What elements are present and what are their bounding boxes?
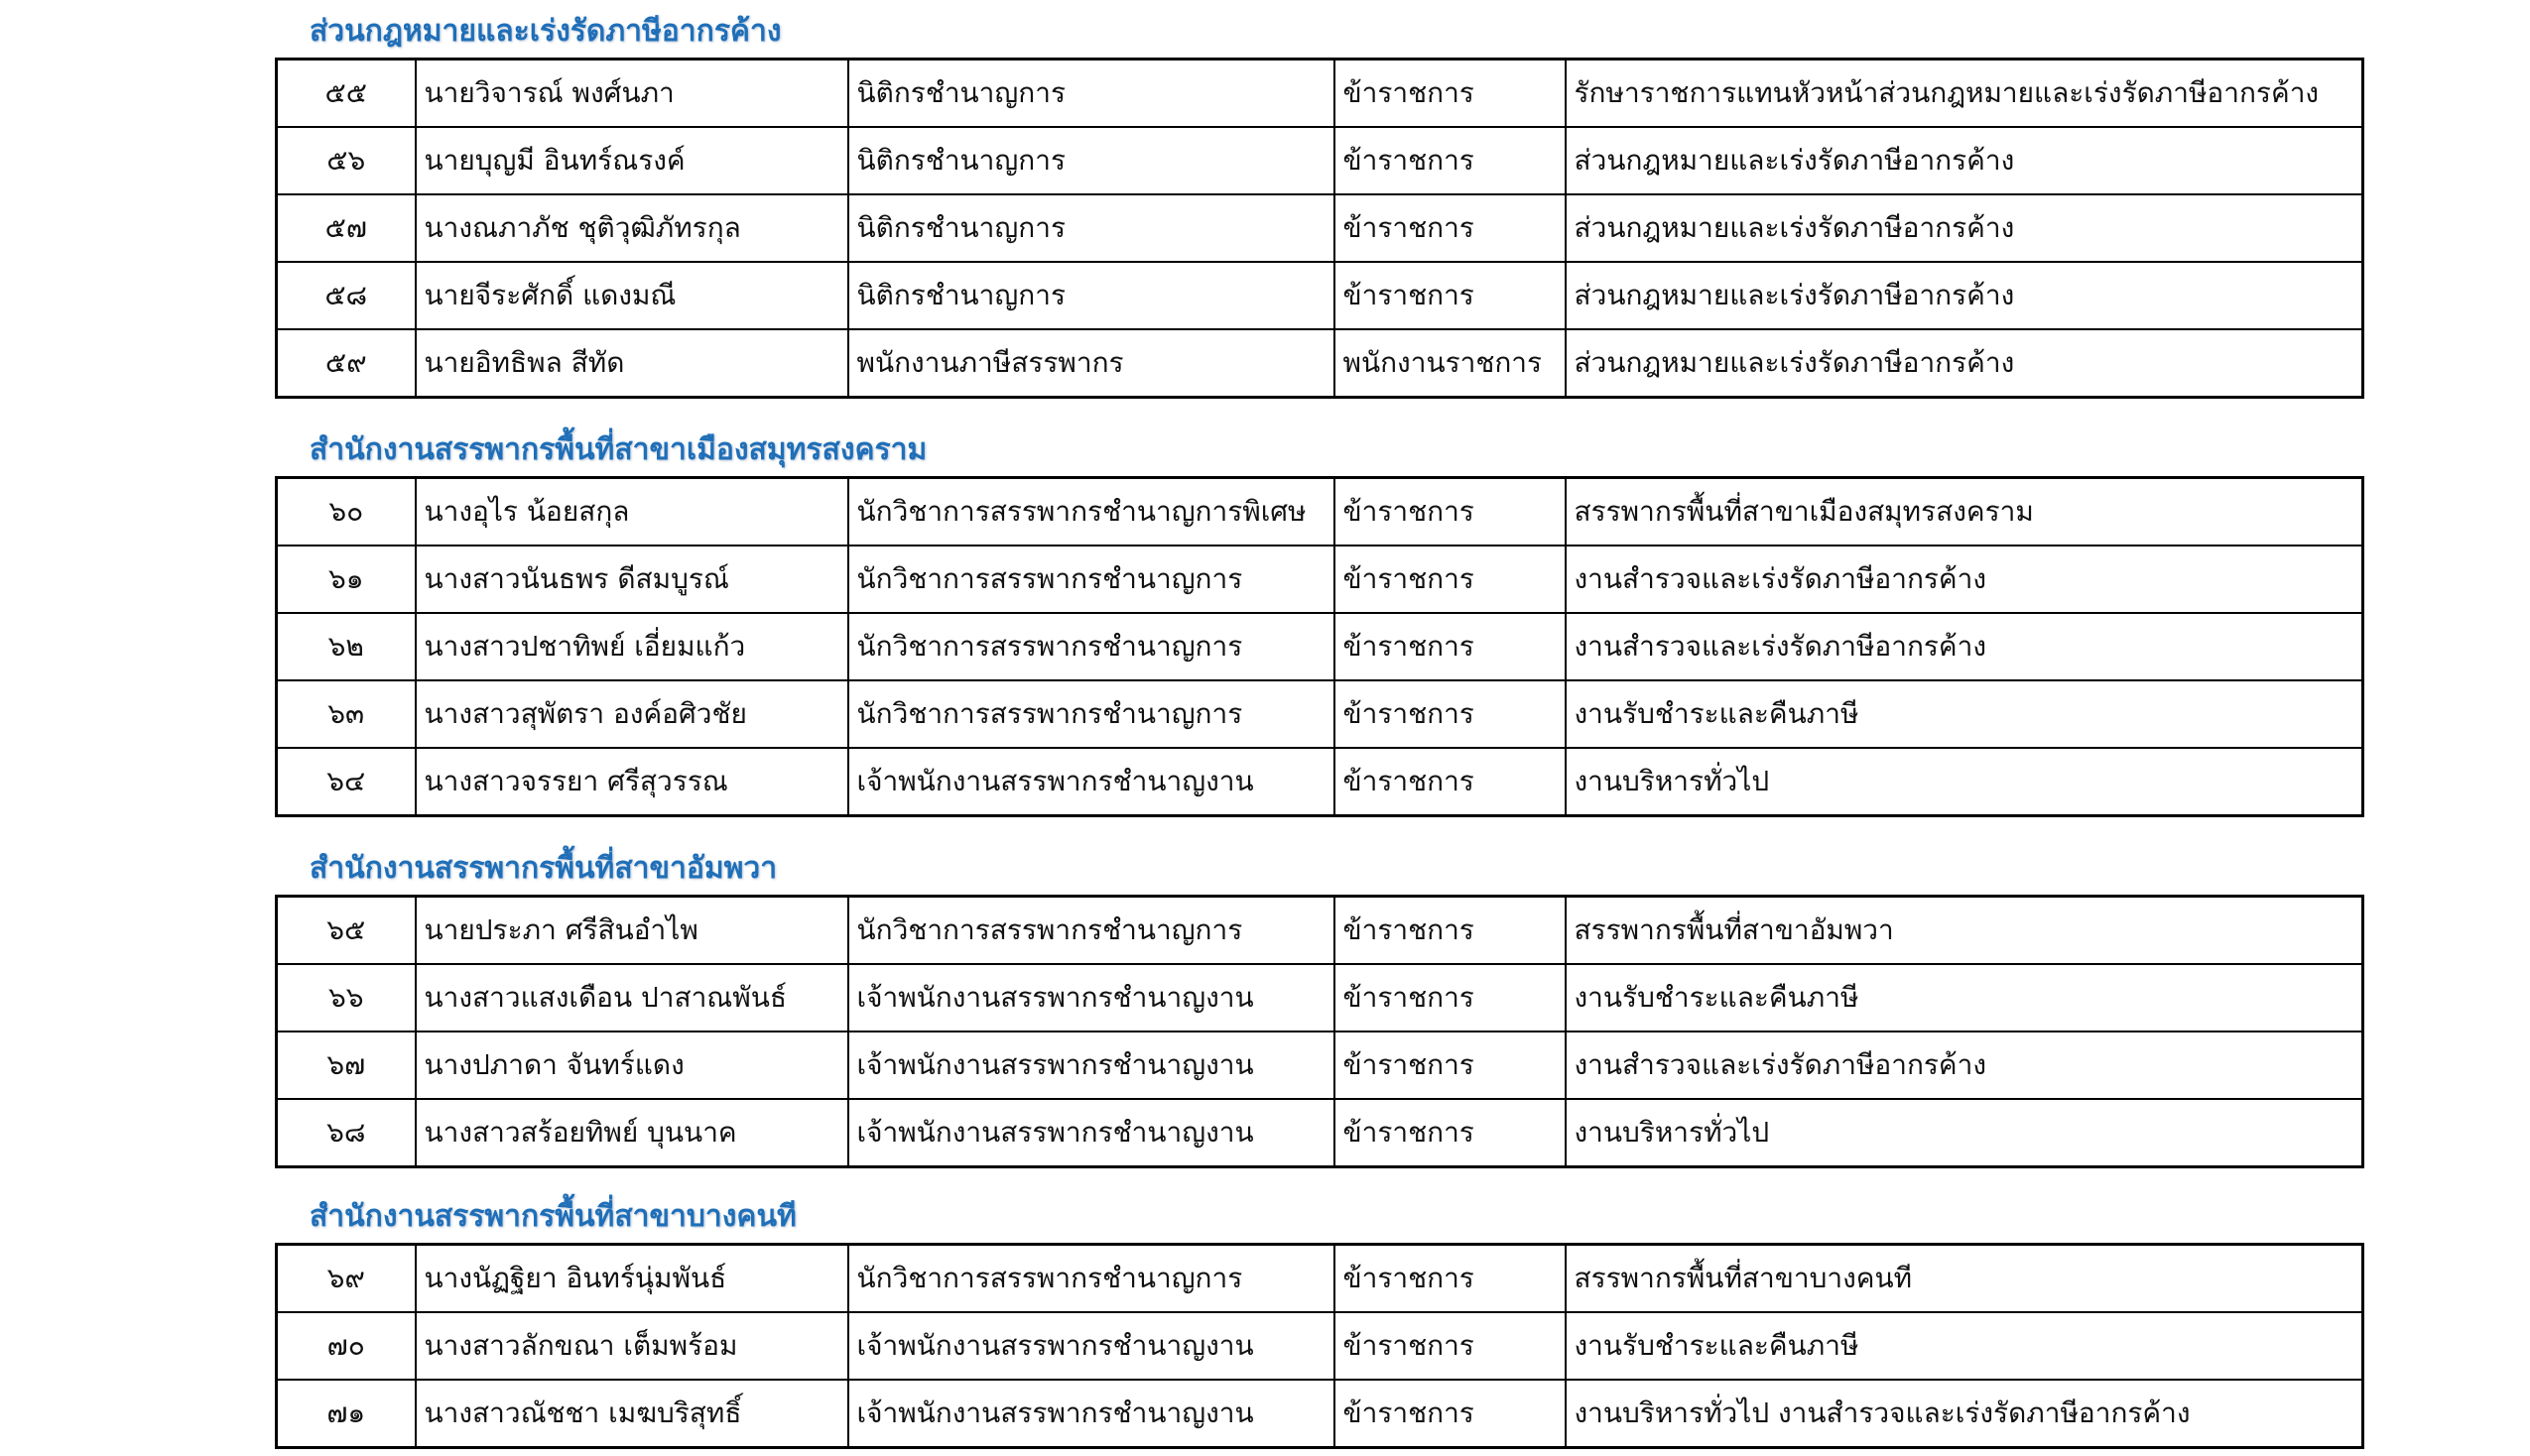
staff-name: นางณภาภัช ชุติวุฒิภัทรกุล: [416, 194, 848, 262]
table-row: [277, 127, 2363, 194]
staff-name: นายอิทธิพล สีทัด: [416, 329, 848, 398]
staff-name: นางสาวจรรยา ศรีสุวรรณ: [416, 748, 848, 816]
staff-unit: สรรพากรพื้นที่สาขาเมืองสมุทรสงคราม: [1566, 478, 2363, 546]
staff-type: ข้าราชการ: [1334, 262, 1566, 329]
row-number: ๖๗: [277, 1031, 416, 1099]
staff-type: ข้าราชการ: [1334, 127, 1566, 194]
section-title: สำนักงานสรรพากรพื้นที่สาขาเมืองสมุทรสงคราม: [310, 432, 928, 467]
table-row: [277, 613, 2363, 680]
table-row: [277, 964, 2363, 1031]
staff-type: ข้าราชการ: [1334, 1245, 1566, 1313]
staff-position: เจ้าพนักงานสรรพากรชำนาญงาน: [848, 1031, 1334, 1099]
staff-table: [275, 1243, 2364, 1449]
staff-name: นางปภาดา จันทร์แดง: [416, 1031, 848, 1099]
table-row: [277, 262, 2363, 329]
staff-type: ข้าราชการ: [1334, 478, 1566, 546]
row-number: ๖๖: [277, 964, 416, 1031]
table-row: [277, 748, 2363, 816]
staff-type: ข้าราชการ: [1334, 194, 1566, 262]
table-row: [277, 60, 2363, 128]
staff-unit: ส่วนกฎหมายและเร่งรัดภาษีอากรค้าง: [1566, 329, 2363, 398]
row-number: ๗๑: [277, 1380, 416, 1448]
staff-type: ข้าราชการ: [1334, 546, 1566, 613]
table-row: [277, 1312, 2363, 1380]
row-number: ๖๑: [277, 546, 416, 613]
staff-position: นิติกรชำนาญการ: [848, 194, 1334, 262]
staff-unit: ส่วนกฎหมายและเร่งรัดภาษีอากรค้าง: [1566, 194, 2363, 262]
staff-type: ข้าราชการ: [1334, 1031, 1566, 1099]
staff-unit: งานสำรวจและเร่งรัดภาษีอากรค้าง: [1566, 613, 2363, 680]
staff-name: นางสาวปชาทิพย์ เอี่ยมแก้ว: [416, 613, 848, 680]
staff-position: นักวิชาการสรรพากรชำนาญการ: [848, 897, 1334, 965]
staff-position: นิติกรชำนาญการ: [848, 127, 1334, 194]
table-row: [277, 1099, 2363, 1167]
table-row: [277, 329, 2363, 398]
staff-position: นักวิชาการสรรพากรชำนาญการพิเศษ: [848, 478, 1334, 546]
staff-unit: งานรับชำระและคืนภาษี: [1566, 680, 2363, 748]
staff-position: นักวิชาการสรรพากรชำนาญการ: [848, 546, 1334, 613]
staff-position: เจ้าพนักงานสรรพากรชำนาญงาน: [848, 1380, 1334, 1448]
table-row: [277, 1245, 2363, 1313]
staff-type: ข้าราชการ: [1334, 613, 1566, 680]
staff-type: ข้าราชการ: [1334, 60, 1566, 128]
staff-position: พนักงานภาษีสรรพากร: [848, 329, 1334, 398]
section-title: สำนักงานสรรพากรพื้นที่สาขาบางคนที: [310, 1199, 797, 1234]
staff-type: ข้าราชการ: [1334, 748, 1566, 816]
staff-type: ข้าราชการ: [1334, 964, 1566, 1031]
staff-position: นักวิชาการสรรพากรชำนาญการ: [848, 1245, 1334, 1313]
staff-name: นางสาวณัชชา เมฆบริสุทธิ์: [416, 1380, 848, 1448]
staff-position: นิติกรชำนาญการ: [848, 60, 1334, 128]
staff-name: นายวิจารณ์ พงศ์นภา: [416, 60, 848, 128]
staff-type: ข้าราชการ: [1334, 680, 1566, 748]
staff-position: นิติกรชำนาญการ: [848, 262, 1334, 329]
staff-name: นางสาวลักขณา เต็มพร้อม: [416, 1312, 848, 1380]
row-number: ๕๖: [277, 127, 416, 194]
row-number: ๖๘: [277, 1099, 416, 1167]
table-row: [277, 546, 2363, 613]
staff-name: นางสาวสร้อยทิพย์ บุนนาค: [416, 1099, 848, 1167]
staff-name: นางนัฏฐิยา อินทร์นุ่มพันธ์: [416, 1245, 848, 1313]
staff-table: [275, 58, 2364, 399]
table-row: [277, 194, 2363, 262]
row-number: ๖๒: [277, 613, 416, 680]
staff-unit: งานบริหารทั่วไป: [1566, 748, 2363, 816]
staff-name: นายจีระศักดิ์ แดงมณี: [416, 262, 848, 329]
staff-unit: สรรพากรพื้นที่สาขาบางคนที: [1566, 1245, 2363, 1313]
staff-position: เจ้าพนักงานสรรพากรชำนาญงาน: [848, 964, 1334, 1031]
section-title: ส่วนกฎหมายและเร่งรัดภาษีอากรค้าง: [310, 14, 782, 49]
row-number: ๖๓: [277, 680, 416, 748]
row-number: ๖๕: [277, 897, 416, 965]
row-number: ๖๙: [277, 1245, 416, 1313]
staff-type: ข้าราชการ: [1334, 897, 1566, 965]
staff-unit: งานสำรวจและเร่งรัดภาษีอากรค้าง: [1566, 1031, 2363, 1099]
staff-table: [275, 476, 2364, 817]
staff-name: นายบุญมี อินทร์ณรงค์: [416, 127, 848, 194]
staff-position: เจ้าพนักงานสรรพากรชำนาญงาน: [848, 1312, 1334, 1380]
row-number: ๕๙: [277, 329, 416, 398]
staff-name: นางสาวนันธพร ดีสมบูรณ์: [416, 546, 848, 613]
row-number: ๕๕: [277, 60, 416, 128]
staff-unit: งานบริหารทั่วไป: [1566, 1099, 2363, 1167]
row-number: ๗๐: [277, 1312, 416, 1380]
staff-type: ข้าราชการ: [1334, 1312, 1566, 1380]
staff-name: นางอุไร น้อยสกุล: [416, 478, 848, 546]
row-number: ๕๘: [277, 262, 416, 329]
table-row: [277, 680, 2363, 748]
row-number: ๖๔: [277, 748, 416, 816]
staff-position: นักวิชาการสรรพากรชำนาญการ: [848, 680, 1334, 748]
staff-unit: งานรับชำระและคืนภาษี: [1566, 964, 2363, 1031]
staff-unit: ส่วนกฎหมายและเร่งรัดภาษีอากรค้าง: [1566, 262, 2363, 329]
staff-unit: งานสำรวจและเร่งรัดภาษีอากรค้าง: [1566, 546, 2363, 613]
staff-position: เจ้าพนักงานสรรพากรชำนาญงาน: [848, 1099, 1334, 1167]
staff-position: นักวิชาการสรรพากรชำนาญการ: [848, 613, 1334, 680]
staff-position: เจ้าพนักงานสรรพากรชำนาญงาน: [848, 748, 1334, 816]
staff-name: นางสาวแสงเดือน ปาสาณพันธ์: [416, 964, 848, 1031]
staff-type: ข้าราชการ: [1334, 1380, 1566, 1448]
staff-unit: ส่วนกฎหมายและเร่งรัดภาษีอากรค้าง: [1566, 127, 2363, 194]
staff-unit: งานบริหารทั่วไป งานสำรวจและเร่งรัดภาษีอากรค้าง: [1566, 1380, 2363, 1448]
staff-name: นายประภา ศรีสินอำไพ: [416, 897, 848, 965]
staff-unit: สรรพากรพื้นที่สาขาอัมพวา: [1566, 897, 2363, 965]
table-row: [277, 1380, 2363, 1448]
row-number: ๕๗: [277, 194, 416, 262]
staff-type: พนักงานราชการ: [1334, 329, 1566, 398]
staff-unit: รักษาราชการแทนหัวหน้าส่วนกฎหมายและเร่งรัดภาษีอากรค้าง: [1566, 60, 2363, 128]
staff-unit: งานรับชำระและคืนภาษี: [1566, 1312, 2363, 1380]
table-row: [277, 478, 2363, 546]
row-number: ๖๐: [277, 478, 416, 546]
staff-type: ข้าราชการ: [1334, 1099, 1566, 1167]
table-row: [277, 897, 2363, 965]
section-title: สำนักงานสรรพากรพื้นที่สาขาอัมพวา: [310, 851, 778, 886]
staff-table: [275, 895, 2364, 1168]
staff-name: นางสาวสุพัตรา องค์อศิวชัย: [416, 680, 848, 748]
table-row: [277, 1031, 2363, 1099]
